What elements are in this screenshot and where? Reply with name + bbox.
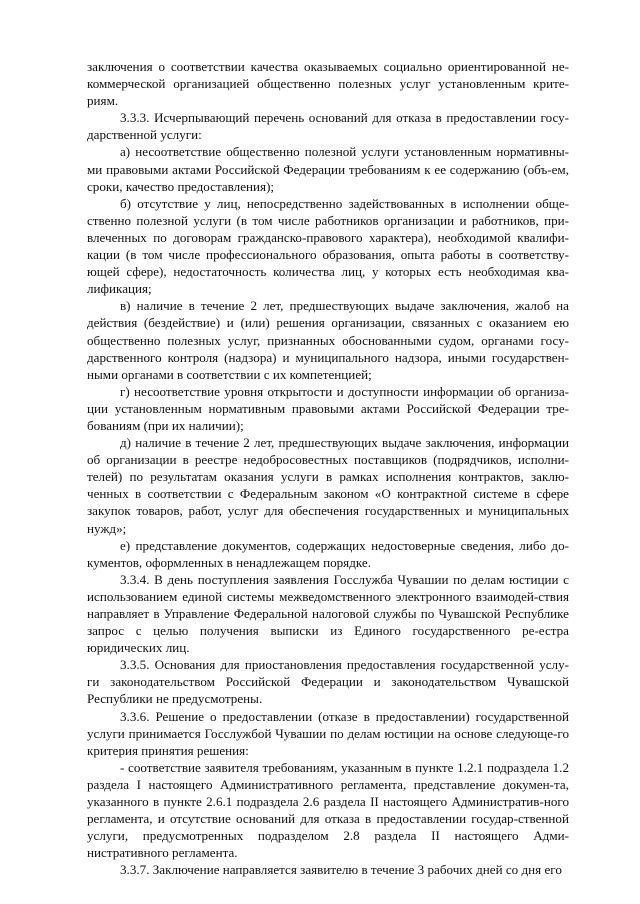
paragraph-criterion: - соответствие заявителя требованиям, указанным в пункте 1.2.1 подраздела 1.2 раздела I настоящего Административного регламента, представление докумен-та, указанного в пункте 2.6.1 подраздела 2.6 раздела II настоящего Административ-ного регламента, и отсутствие оснований для отказа в предоставлении государ-ственной услуги, предусмотренных подразделом 2.8 раздела II настоящего Адми-нистративного регламента. [87, 759, 569, 861]
paragraph-3-3-5: 3.3.5. Основания для приостановления предоставления государственной услу-ги законодательством Российской Федерации и законодательством Чувашской Республики не предусмотрены. [87, 657, 569, 707]
paragraph-item-v: в) наличие в течение 2 лет, предшествующих выдаче заключения, жалоб на действия (бездействие) и (или) решения организации, связанных с оказанием ею общественно полезных услуг, признанных обоснованными судом, органами госу-дарственного контроля (надзора) и муниципального надзора, иными государствен-ными органами в соответствии с их компетенцией; [87, 298, 569, 382]
paragraph-3-3-7: 3.3.7. Заключение направляется заявителю в течение 3 рабочих дней со дня его [120, 862, 562, 878]
paragraph-3-3-4: 3.3.4. В день поступления заявления Госслужба Чувашии по делам юстиции с использованием единой системы межведомственного электронного взаимодей-ствия направляет в Управление Федеральной налоговой службы по Чувашской Республике запрос с целью получения выписки из Единого государственного ре-естра юридических лиц. [87, 571, 569, 656]
paragraph-item-g: г) несоответствие уровня открытости и доступности информации об организа-ции установленным нормативным правовыми актами Российской Федерации тре-бованиям (при их наличии); [87, 383, 569, 433]
document-body [87, 58, 569, 879]
paragraph-continuation: заключения о соответствии качества оказываемых социально ориентированной не-коммерческой организацией общественно полезных услуг установленным крите-риям. [87, 59, 569, 109]
paragraph-item-e: е) представление документов, содержащих недостоверные сведения, либо до-кументов, оформленных в ненадлежащем порядке. [87, 537, 569, 570]
paragraph-item-b: б) отсутствие у лиц, непосредственно задействованных в исполнении обще-ственно полезной услуги (в том числе работников организации и работников, при-влеченных по договорам гражданско-правового характера), необходимой квалифи-кации (в том числе профессионального образования, опыта работы в соответству-ющей сфере), недостаточность количества лиц, у которых есть необходимая ква-лификация; [87, 195, 569, 297]
paragraph-item-d: д) наличие в течение 2 лет, предшествующих выдаче заключения, информации об организации в реестре недобросовестных поставщиков (подрядчиков, исполни-телей) по результатам оказания услуги в рамках исполнения контрактов, заклю-ченных в соответствии с Федеральным законом «О контрактной системе в сфере закупок товаров, работ, услуг для обеспечения государственных и муниципальных нужд»; [87, 435, 569, 536]
paragraph-3-3-6: 3.3.6. Решение о предоставлении (отказе в предоставлении) государственной услуги принимается Госслужбой Чувашии по делам юстиции на основе следующе-го критерия принятия решения: [87, 708, 569, 758]
paragraph-item-a: а) несоответствие общественно полезной услуги установленным нормативны-ми правовыми актами Российской Федерации требованиям к ее содержанию (объ-ем, сроки, качество предоставления); [87, 144, 569, 194]
paragraph-3-3-3: 3.3.3. Исчерпывающий перечень оснований для отказа в предоставлении госу-дарственной услуги: [87, 110, 569, 143]
